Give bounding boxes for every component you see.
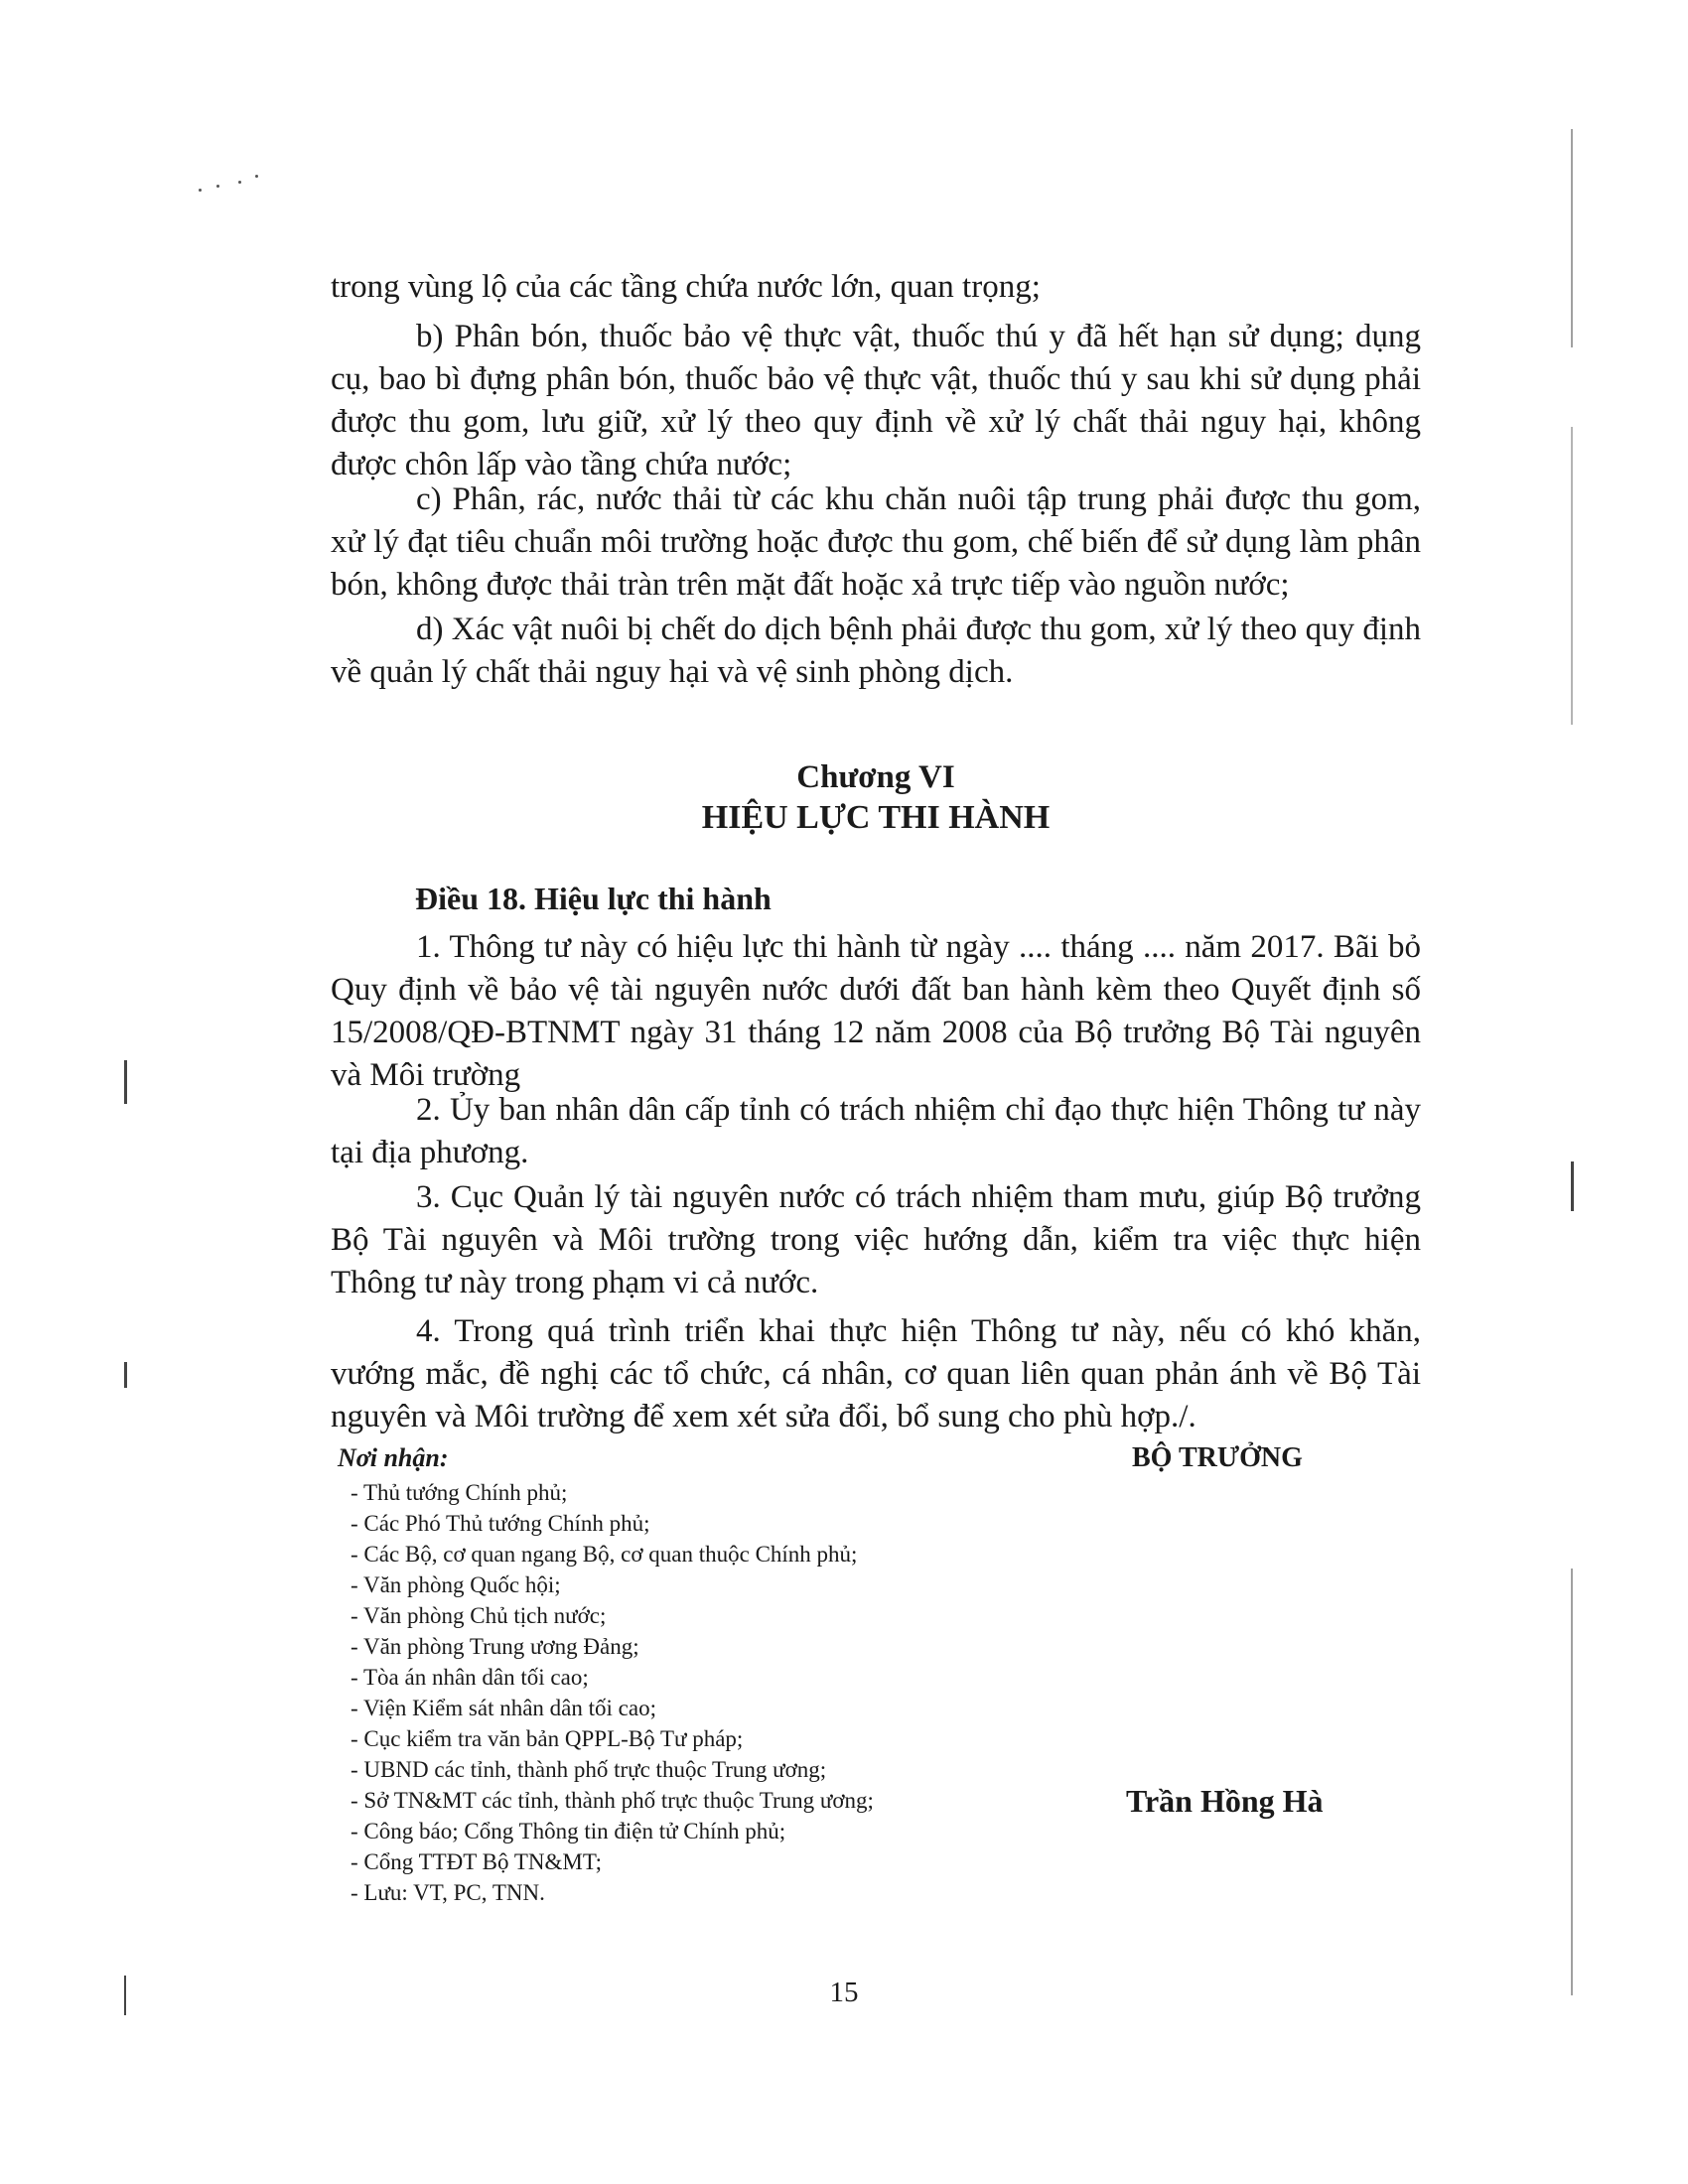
scan-speck — [238, 181, 241, 184]
scan-edge-mark — [1571, 1569, 1573, 1995]
recipient-item: - Văn phòng Chủ tịch nước; — [351, 1603, 607, 1628]
recipient-item: - Thủ tướng Chính phủ; — [351, 1480, 568, 1505]
paragraph-c: c) Phân, rác, nước thải từ các khu chăn nuôi tập trung phải được thu gom, xử lý đạt tiêu chuẩn môi trường hoặc được thu gom, chế biến để sử dụng làm phân bón, không được thải tràn trên mặt đất hoặc xả trực tiếp vào nguồn nước; — [331, 481, 1421, 603]
article-heading: Điều 18. Hiệu lực thi hành — [415, 881, 772, 916]
recipient-item: - Sở TN&MT các tỉnh, thành phố trực thuộc Trung ương; — [351, 1788, 874, 1813]
page-number: 15 — [829, 1977, 859, 2008]
scan-edge-mark — [1571, 427, 1573, 725]
recipient-item: - Công báo; Cổng Thông tin điện tử Chính phủ; — [351, 1819, 786, 1843]
scan-edge-mark — [124, 1060, 127, 1104]
scan-edge-mark — [1571, 1161, 1574, 1211]
recipient-item: - Cục kiểm tra văn bản QPPL-Bộ Tư pháp; — [351, 1726, 744, 1751]
recipient-item: - Văn phòng Quốc hội; — [351, 1572, 561, 1597]
recipient-item: - Văn phòng Trung ương Đảng; — [351, 1634, 639, 1659]
recipient-item: - Tòa án nhân dân tối cao; — [351, 1665, 589, 1690]
paragraph-b: b) Phân bón, thuốc bảo vệ thực vật, thuốc thú y đã hết hạn sử dụng; dụng cụ, bao bì đựng phân bón, thuốc bảo vệ thực vật, thuốc thú y sau khi sử dụng phải được thu gom, lưu giữ, xử lý theo quy định về xử lý chất thải nguy hại, không được chôn lấp vào tầng chứa nước; — [331, 319, 1421, 482]
recipient-item: - UBND các tỉnh, thành phố trực thuộc Trung ương; — [351, 1757, 827, 1782]
article-item-4: 4. Trong quá trình triển khai thực hiện Thông tư này, nếu có khó khăn, vướng mắc, đề nghị các tổ chức, cá nhân, cơ quan liên quan phản ánh về Bộ Tài nguyên và Môi trường để xem xét sửa đổi, bổ sung cho phù hợp./. — [331, 1313, 1421, 1434]
recipients-title: Nơi nhận: — [338, 1443, 449, 1472]
article-item-3: 3. Cục Quản lý tài nguyên nước có trách nhiệm tham mưu, giúp Bộ trưởng Bộ Tài nguyên và Môi trường trong việc hướng dẫn, kiểm tra việc thực hiện Thông tư này trong phạm vi cả nước. — [331, 1179, 1421, 1300]
recipient-item: - Các Phó Thủ tướng Chính phủ; — [351, 1511, 650, 1536]
recipient-item: - Lưu: VT, PC, TNN. — [351, 1880, 545, 1905]
scan-speck — [216, 185, 219, 188]
paragraph-d: d) Xác vật nuôi bị chết do dịch bệnh phải được thu gom, xử lý theo quy định về quản lý chất thải nguy hại và vệ sinh phòng dịch. — [331, 612, 1421, 690]
scan-speck — [255, 175, 258, 178]
scan-edge-mark — [124, 1362, 127, 1388]
chapter-number: Chương VI — [796, 759, 955, 795]
scan-speck — [199, 189, 202, 192]
intro-line: trong vùng lộ của các tầng chứa nước lớn, quan trọng; — [331, 269, 1041, 305]
signer-title: BỘ TRƯỞNG — [1132, 1442, 1303, 1473]
scan-edge-mark — [1571, 129, 1573, 347]
recipient-item: - Cổng TTĐT Bộ TN&MT; — [351, 1849, 603, 1874]
article-item-2: 2. Ủy ban nhân dân cấp tỉnh có trách nhiệm chỉ đạo thực hiện Thông tư này tại địa phương. — [331, 1092, 1421, 1170]
recipients-list — [351, 1477, 874, 1908]
recipient-item: - Các Bộ, cơ quan ngang Bộ, cơ quan thuộc Chính phủ; — [351, 1542, 858, 1567]
article-item-1: 1. Thông tư này có hiệu lực thi hành từ ngày .... tháng .... năm 2017. Bãi bỏ Quy định về bảo vệ tài nguyên nước dưới đất ban hành kèm theo Quyết định số 15/2008/QĐ-BTNMT ngày 31 tháng 12 năm 2008 của Bộ trưởng Bộ Tài nguyên và Môi trường — [331, 929, 1421, 1093]
recipient-item: - Viện Kiểm sát nhân dân tối cao; — [351, 1696, 656, 1720]
signer-name: Trần Hồng Hà — [1126, 1783, 1324, 1819]
chapter-title: HIỆU LỰC THI HÀNH — [701, 799, 1051, 836]
